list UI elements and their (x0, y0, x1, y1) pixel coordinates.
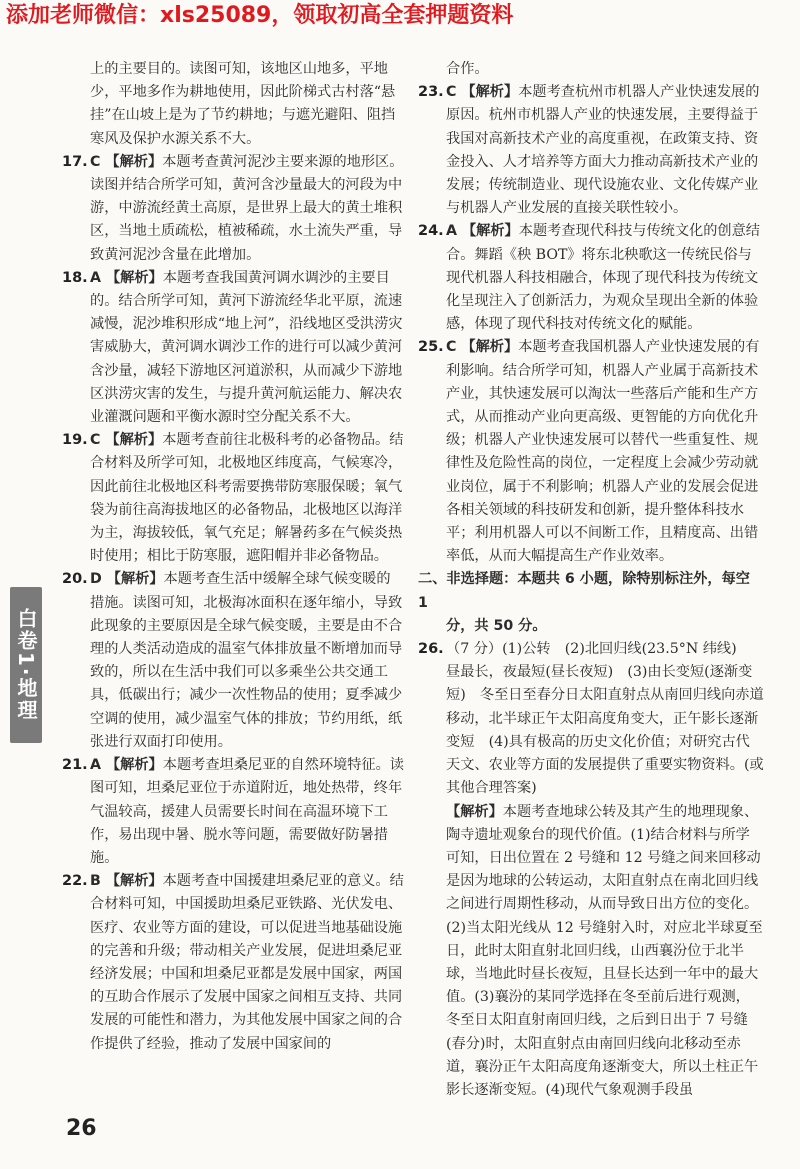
analysis-tag: 【解析】 (105, 432, 163, 449)
answer-letter: A (90, 269, 101, 286)
answer-entry (418, 220, 764, 336)
answer-text: （7 分）(1)公转 (2)北回归线(23.5°N 纬线) 昼最长，夜最短(昼长夜短) (3)由长变短(逐渐变短) 冬至日至春分日太阳直射点从南回归线向赤道移动，北半球正午太阳高度角变大，正午影长逐渐变短 (4)具有极高的历史文化价值；对研究古代天文、农业等方面的发展提供了重要实物资料。(或其他合理答案) (446, 641, 764, 797)
answer-letter: C (446, 339, 457, 356)
analysis-tag: 【解析】 (105, 873, 163, 890)
answer-entry (418, 336, 764, 568)
page-number: 26 (66, 1116, 97, 1141)
analysis-tag: 【解析】 (446, 803, 503, 820)
section-heading (418, 568, 764, 638)
question-number: 21. (62, 757, 88, 774)
question-number: 25. (418, 339, 444, 356)
answer-letter: D (90, 571, 102, 588)
analysis-text: 本题考查我国机器人产业快速发展的有利影响。结合所学可知，机器人产业属于高新技术产业，其快速发展可以淘汰一些落后产能和生产方式，从而推动产业向更高级、更智能的方向优化升级；机器人产业快速发展可以替代一些重复性、规律性及危险性高的岗位，一定程度上会减少劳动就业岗位，属于不利影响；机器人产业的发展会促进各相关领域的科技研发和创新，提升整体科技水平；利用机器人可以不间断工作，且精度高、出错率低，从而大幅提高生产作业效率。 (446, 339, 760, 565)
left-items (62, 151, 404, 1056)
analysis-tag: 【解析】 (106, 571, 164, 588)
right-items (418, 81, 764, 568)
answer-entry (418, 81, 764, 220)
analysis-text: 本题考查我国黄河调水调沙的主要目的。结合所学可知，黄河下游流经华北平原，流速减慢，泥沙堆积形成“地上河”，沿线地区受洪涝灾害威胁大，黄河调水调沙工作的进行可以减少黄河含沙量，减轻下游地区河道淤积，从而减少下游地区洪涝灾害的发生，与提升黄河航运能力、解决农业灌溉问题和平衡水源时空分配关系不大。 (90, 269, 403, 426)
analysis-text: 本题考查生活中缓解全球气候变暖的措施。读图可知，北极海冰面积在逐年缩小，导致此现象的主要原因是全球气候变暖，主要是由不合理的人类活动造成的温室气体排放量不断增加而导致的，所以在生活中我们可以多乘坐公共交通工具，低碳出行；减少一次性物品的使用；夏季减少空调的使用，减少温室气体的排放；节约用纸，纸张进行双面打印使用。 (90, 571, 403, 750)
answer-letter: A (446, 223, 457, 240)
analysis-tag: 【解析】 (105, 757, 163, 774)
answer-letter: C (90, 432, 101, 449)
answer-entry (62, 429, 404, 568)
question-number: 22. (62, 873, 88, 890)
question-number: 20. (62, 571, 88, 588)
answer-letter: A (90, 757, 101, 774)
question-26 (418, 638, 764, 1102)
answer-letter: B (90, 873, 101, 890)
question-number: 24. (418, 223, 444, 240)
analysis-text: 本题考查坦桑尼亚的自然环境特征。读图可知，坦桑尼亚位于赤道附近，地处热带，终年气温较高，援建人员需要长时间在高温环境下工作，易出现中暑、脱水等问题，需要做好防暑措施。 (90, 757, 404, 866)
analysis-text: 本题考查地球公转及其产生的地理现象、陶寺遗址观象台的现代价值。(1)结合材料与所学可知，日出位置在 2 号缝和 12 号缝之间来回移动是因为地球的公转运动，太阳直射点在南北回归线之间进行周期性移动，从而导致日出方位的变化。(2)当太阳光线从 12 号缝射入时，对应北半球夏至日，此时太阳直射北回归线，山西襄汾位于北半球，当地此时昼长夜短，且昼长达到一年中的最大值。(3)襄汾的某同学选择在冬至前后进行观测，冬至日太阳直射南回归线，之后到日出于 7 号缝(春分)时，太阳直射点由南回归线向北移动至赤道，襄汾正午太阳高度角逐渐变大，所以土柱正午影长逐渐变短。(4)现代气象观测手段虽 (446, 803, 763, 1098)
analysis-tag: 【解析】 (105, 153, 163, 170)
analysis-tag: 【解析】 (461, 339, 519, 356)
side-tab-label: 白卷1·地理 (10, 587, 42, 743)
analysis-tag: 【解析】 (461, 223, 519, 240)
analysis-text: 本题考查现代科技与传统文化的创意结合。舞蹈《秧 BOT》将东北秧歌这一传统民俗与现代机器人科技相融合，体现了现代科技为传统文化呈现注入了创新活力，为观众呈现出全新的体验感，体现了现代科技对传统文化的赋能。 (446, 223, 760, 333)
promo-banner: 添加老师微信：xls25089，领取初高全套押题资料 (6, 3, 514, 28)
answer-letter: C (90, 153, 101, 170)
question-number: 17. (62, 153, 88, 170)
answer-entry (62, 151, 404, 267)
right-continuation: 合作。 (446, 61, 489, 77)
question-number: 19. (62, 432, 88, 449)
section-heading-line2: 分，共 50 分。 (446, 617, 547, 634)
analysis-block (446, 801, 764, 1103)
answer-entry (62, 568, 404, 754)
analysis-tag: 【解析】 (105, 269, 163, 286)
analysis-tag: 【解析】 (461, 84, 519, 101)
left-column (62, 58, 404, 1056)
answer-entry (62, 267, 404, 429)
analysis-text: 本题考查前往北极科考的必备物品。结合材料及所学可知，北极地区纬度高，气候寒冷，因此前往北极地区科考需要携带防寒服保暖；氧气袋为前往高海拔地区的必备物品，北极地区以海洋为主，海拔较低，氧气充足；解暑药多在气候炎热时使用；相比于防寒服，遮阳帽并非必备物品。 (90, 432, 404, 565)
right-column (418, 58, 764, 1102)
question-number: 18. (62, 269, 88, 286)
analysis-text: 本题考查中国援建坦桑尼亚的意义。结合材料可知，中国援助坦桑尼亚铁路、光伏发电、医疗、农业等方面的建设，可以促进当地基础设施的完善和升级；带动相关产业发展，促进坦桑尼亚经济发展；中国和坦桑尼亚都是发展中国家，两国的互助合作展示了发展中国家之间相互支持、共同发展的可能性和潜力，为其他发展中国家之间的合作提供了经验，推动了发展中国家间的 (90, 873, 404, 1052)
answer-entry (62, 870, 404, 1056)
left-continuation: 上的主要目的。读图可知，该地区山地多，平地少，平地多作为耕地使用，因此阶梯式古村落“悬挂”在山坡上是为了节约耕地；与遮光避阳、阻挡寒风及保护水源关系不大。 (90, 61, 396, 147)
section-heading-line1: 二、非选择题：本题共 6 小题，除特别标注外，每空 1 (418, 571, 750, 611)
question-number: 26. (418, 641, 444, 658)
analysis-text: 本题考查杭州市机器人产业快速发展的原因。杭州市机器人产业的快速发展，主要得益于我国对高新技术产业的高度重视，在政策支持、资金投入、人才培养等方面大力推动高新技术产业的发展；传统制造业、现代设施农业、文化传媒产业与机器人产业发展的直接关联性较小。 (446, 84, 760, 217)
answer-letter: C (446, 84, 457, 101)
answer-entry (62, 754, 404, 870)
analysis-text: 本题考查黄河泥沙主要来源的地形区。读图并结合所学可知，黄河含沙量最大的河段为中游，中游流经黄土高原，是世界上最大的黄土堆积区，当地土质疏松，植被稀疏，水土流失严重，导致黄河泥沙含量在此增加。 (90, 153, 404, 263)
question-number: 23. (418, 84, 444, 101)
